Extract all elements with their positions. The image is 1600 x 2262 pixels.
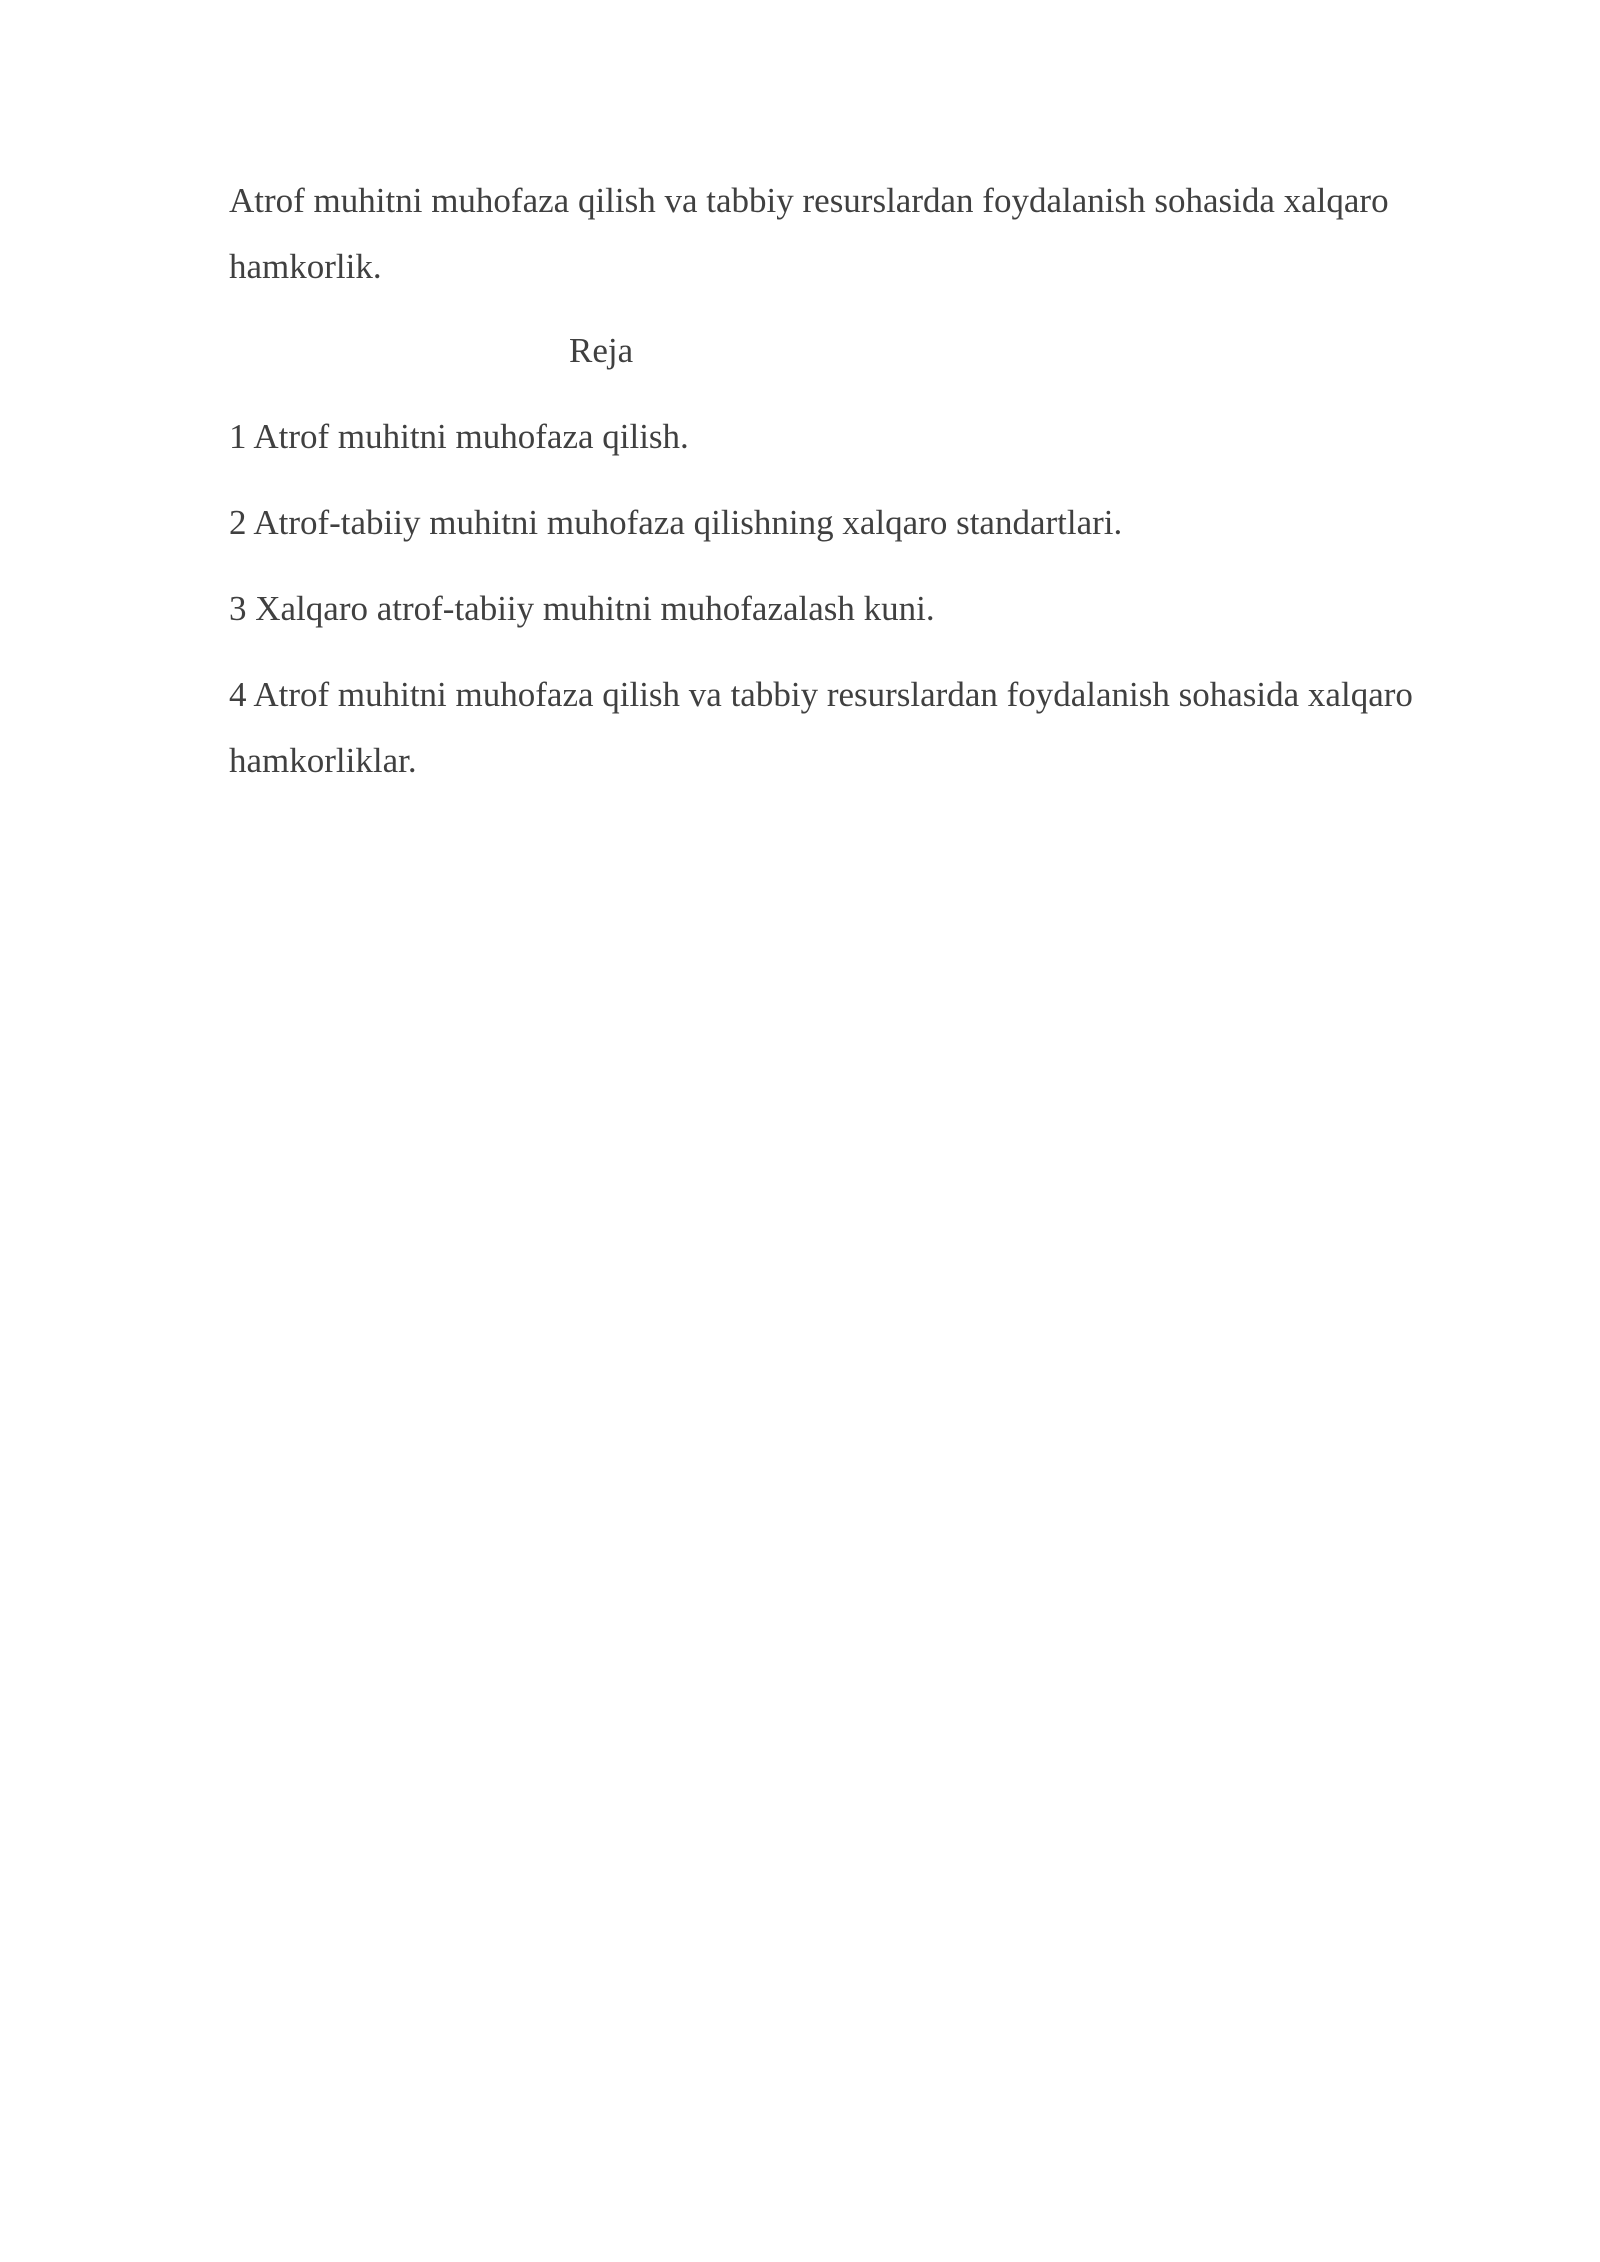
document-body	[229, 168, 1499, 814]
plan-item-4: 4 Atrof muhitni muhofaza qilish va tabbiy resurslardan foydalanish sohasida xalqaro hamkorliklar.	[229, 675, 1413, 780]
plan-item-1: 1 Atrof muhitni muhofaza qilish.	[229, 417, 689, 456]
plan-heading: Reja	[569, 331, 634, 370]
document-title: Atrof muhitni muhofaza qilish va tabbiy resurslardan foydalanish sohasida xalqaro hamkorlik.	[229, 181, 1389, 286]
plan-item-3: 3 Xalqaro atrof-tabiiy muhitni muhofazalash kuni.	[229, 589, 935, 628]
plan-list	[229, 404, 1499, 794]
plan-item-2: 2 Atrof-tabiiy muhitni muhofaza qilishning xalqaro standartlari.	[229, 503, 1123, 542]
